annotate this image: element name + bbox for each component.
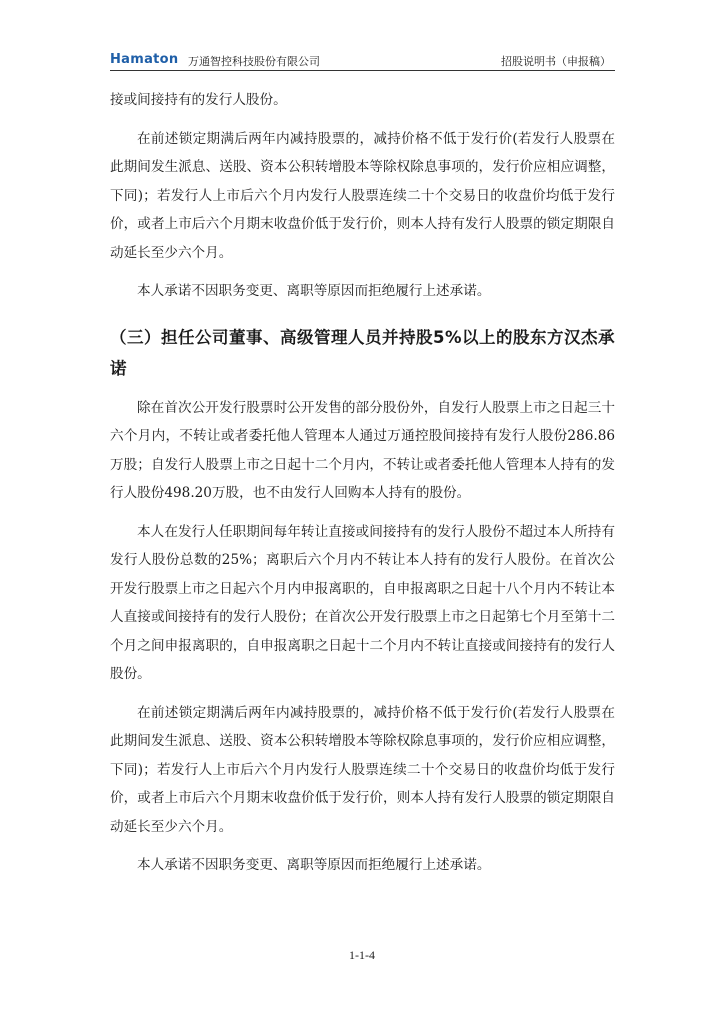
section-heading: （三）担任公司董事、高级管理人员并持股5%以上的股东方汉杰承诺 — [110, 327, 616, 378]
paragraph-lockup: 除在首次公开发行股票时公开发售的部分股份外，自发行人股票上市之日起三十六个月内，不转让或者委托他人管理本人通过万通控股间接持有发行人股份286.86万股；自发行人股票上市之日起十二个月内，不转让或者委托他人管理本人持有的发行人股份498.20万股，也不由发行人回购本人持有的股份。 — [110, 399, 615, 501]
page-number: 1-1-4 — [349, 948, 375, 962]
paragraph-reduction-price-2: 在前述锁定期满后两年内减持股票的，减持价格不低于发行价(若发行人股票在此期间发生派息、送股、资本公积转增股本等除权除息事项的，发行价应相应调整，下同)；若发行人上市后六个月内发行人股票连续二十个交易日的收盘价均低于发行价，或者上市后六个月期末收盘价低于发行价，则本人持有发行人股票的锁定期限自动延长至少六个月。 — [110, 704, 615, 835]
paragraph-transfer-limit: 本人在发行人任职期间每年转让直接或间接持有的发行人股份不超过本人所持有发行人股份总数的25%；离职后六个月内不转让本人持有的发行人股份。在首次公开发行股票上市之日起六个月内申报离职的，自申报离职之日起十八个月内不转让本人直接或间接持有的发行人股份；在首次公开发行股票上市之日起第七个月至第十二个月之间申报离职的，自申报离职之日起十二个月内不转让直接或间接持有的发行人股份。 — [110, 523, 615, 682]
header-divider — [110, 70, 615, 71]
company-name: 万通智控科技股份有限公司 — [188, 55, 320, 68]
brand-logo: Hamaton — [110, 52, 179, 67]
paragraph-continuation: 接或间接持有的发行人股份。 — [110, 92, 287, 108]
paragraph-reduction-price: 在前述锁定期满后两年内减持股票的，减持价格不低于发行价(若发行人股票在此期间发生派息、送股、资本公积转增股本等除权除息事项的，发行价应相应调整，下同)；若发行人上市后六个月内发行人股票连续二十个交易日的收盘价均低于发行价，或者上市后六个月期末收盘价低于发行价，则本人持有发行人股票的锁定期限自动延长至少六个月。 — [110, 130, 615, 261]
paragraph-commitment: 本人承诺不因职务变更、离职等原因而拒绝履行上述承诺。 — [137, 283, 491, 299]
document-body — [110, 86, 615, 880]
page-header — [110, 50, 615, 70]
paragraph-commitment-2: 本人承诺不因职务变更、离职等原因而拒绝履行上述承诺。 — [137, 857, 491, 873]
heading-spacer — [110, 384, 615, 394]
document-type: 招股说明书（申报稿） — [501, 55, 611, 68]
